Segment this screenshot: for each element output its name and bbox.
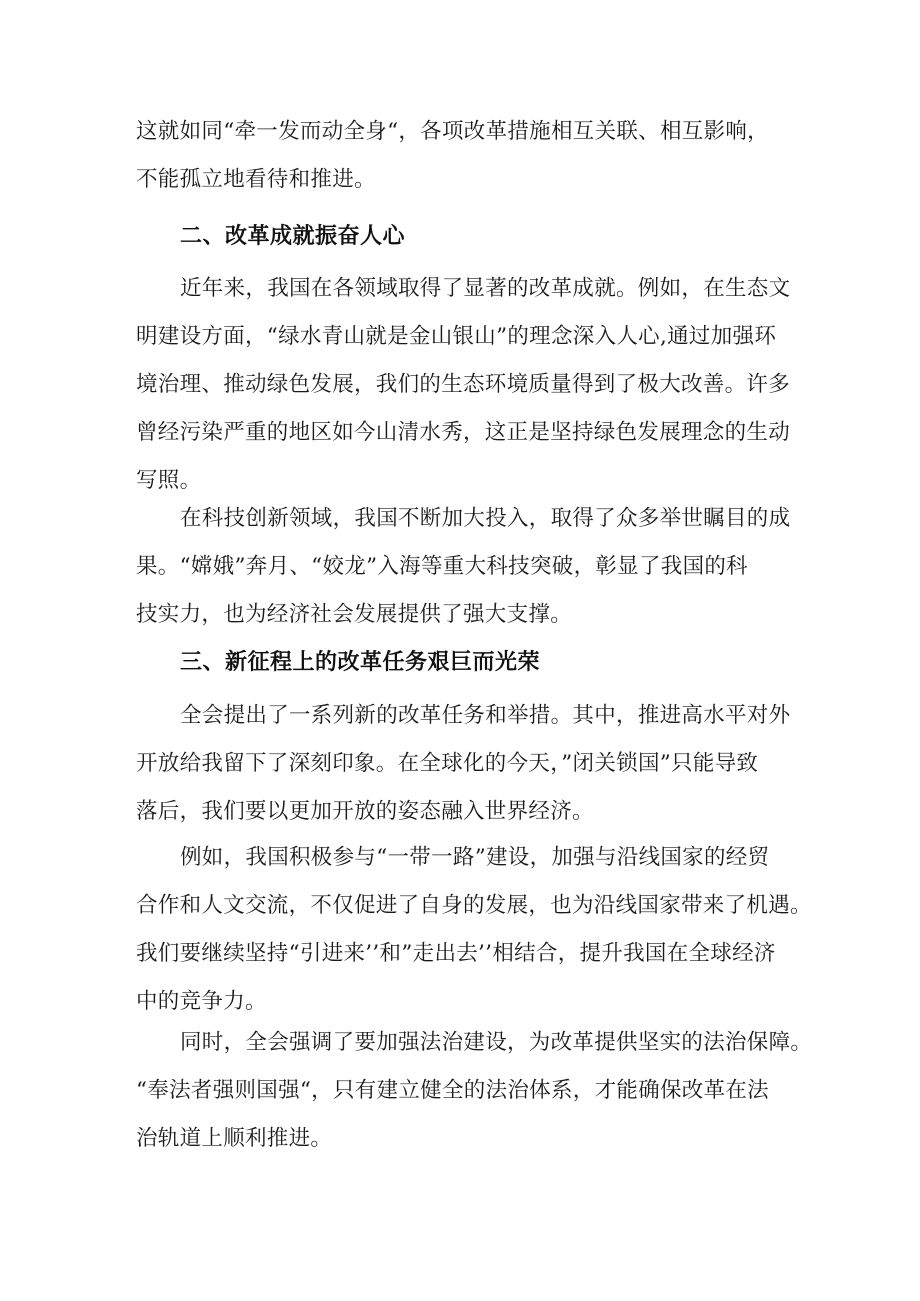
paragraph-line: 明建设方面，“绿水青山就是金山银山”的理念深入人心,通过加强环 (136, 324, 777, 349)
paragraph-line: 治轨道上顺利推进。 (136, 1126, 333, 1151)
paragraph-rule-of-law (136, 1019, 813, 1163)
paragraph-line: 曾经污染严重的地区如今山清水秀，这正是坚持绿色发展理念的生动 (136, 420, 791, 445)
paragraph-line: 同时，全会强调了要加强法治建设，为改革提供坚实的法治保障。 (180, 1030, 813, 1055)
paragraph-opening-up (136, 692, 796, 836)
section-heading-3: 三、新征程上的改革任务艰巨而光荣 (180, 650, 541, 675)
paragraph-line: 技实力，也为经济社会发展提供了强大支撑。 (136, 602, 573, 627)
paragraph-line: 近年来，我国在各领域取得了显著的改革成就。例如，在生态文 (180, 276, 791, 301)
paragraph-line: 落后，我们要以更加开放的姿态融入世界经济。 (136, 799, 594, 824)
paragraph-line: 我们要继续坚持“引进来’’和”走出去’’相结合，提升我国在全球经济 (136, 941, 776, 966)
paragraph-line: 这就如同“牵一发而动全身“，各项改革措施相互关联、相互影响， (136, 119, 769, 144)
section-heading-2: 二、改革成就振奋人心 (180, 224, 406, 249)
paragraph-line: 合作和人文交流，不仅促进了自身的发展，也为沿线国家带来了机遇。 (136, 893, 812, 918)
paragraph-reform-achievements (136, 265, 796, 505)
paragraph-line: 例如，我国积极参与“一带一路”建设，加强与沿线国家的经贸 (180, 845, 770, 870)
paragraph-line: 写照。 (136, 468, 202, 493)
paragraph-tech-innovation (136, 495, 796, 639)
paragraph-belt-and-road (136, 834, 812, 1026)
paragraph-line: 开放给我留下了深刻印象。在全球化的今天，”闭关锁国”只能导致 (136, 751, 759, 776)
paragraph-line: 在科技创新领域，我国不断加大投入，取得了众多举世瞩目的成 (180, 506, 791, 531)
paragraph-line: “奉法者强则国强“，只有建立健全的法治体系，才能确保改革在法 (136, 1078, 769, 1103)
paragraph-line: 全会提出了一系列新的改革任务和举措。其中，推进高水平对外 (180, 703, 791, 728)
paragraph-line: 境治理、推动绿色发展，我们的生态环境质量得到了极大改善。许多 (136, 372, 791, 397)
paragraph-line: 果。“嫦娥”奔月、“姣龙”入海等重大科技突破，彰显了我国的科 (136, 554, 748, 579)
paragraph-line: 不能孤立地看待和推进。 (136, 167, 376, 192)
paragraph-continuation (136, 108, 796, 204)
paragraph-line: 中的竞争力。 (136, 989, 267, 1014)
